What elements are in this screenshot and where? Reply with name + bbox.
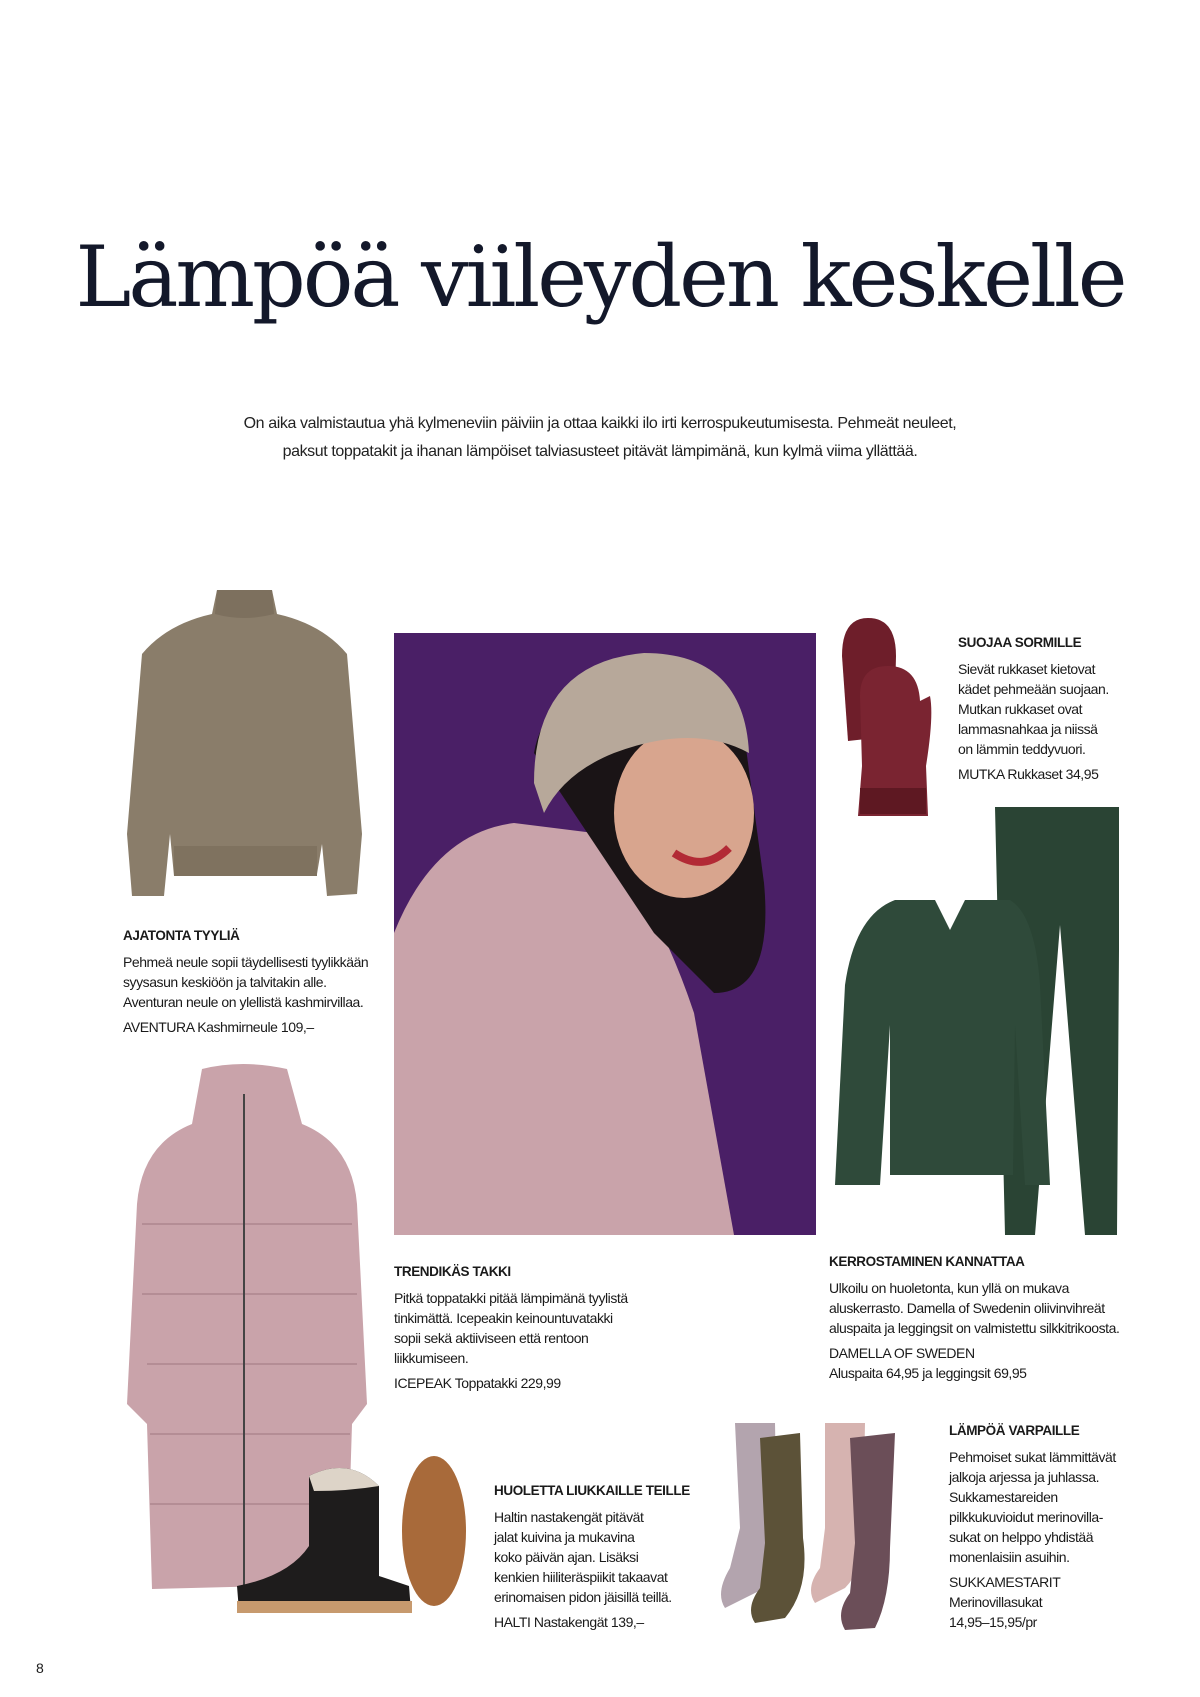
product-heading: TRENDIKÄS TAKKI [394, 1264, 511, 1279]
product-description: Sievät rukkaset kietovat kädet pehmeään suojaan. Mutkan rukkaset ovat lammasnahkaa ja niissä on lämmin teddyvuori. [958, 661, 1109, 757]
intro-line: On aika valmistautua yhä kylmeneviin päiviin ja ottaa kaikki ilo irti kerrospukeutumisesta. Pehmeät neuleet, [243, 415, 957, 432]
product-sweater [123, 926, 423, 1037]
product-price: MUTKA Rukkaset 34,95 [958, 766, 1099, 782]
product-heading: LÄMPÖÄ VARPAILLE [949, 1423, 1080, 1438]
product-description: Ulkoilu on huoletonta, kun yllä on mukava aluskerrasto. Damella of Swedenin oliivinvihreät aluspaita ja leggingsit on valmistettu silkkitrikoosta. [829, 1280, 1120, 1336]
product-coat [394, 1262, 694, 1393]
intro-line: paksut toppatakit ja ihanan lämpöiset talviasusteet pitävät lämpimänä, kun kylmä viima yllättää. [282, 443, 918, 460]
product-boots [494, 1481, 724, 1632]
product-price: DAMELLA OF SWEDEN Aluspaita 64,95 ja leggingsit 69,95 [829, 1345, 1027, 1381]
product-price: AVENTURA Kashmirneule 109,– [123, 1019, 314, 1035]
product-heading: KERROSTAMINEN KANNATTAA [829, 1254, 1025, 1269]
product-heading: AJATONTA TYYLIÄ [123, 928, 240, 943]
baselayer-image [835, 805, 1119, 1245]
product-description: Pitkä toppatakki pitää lämpimänä tyylistä tinkimättä. Icepeakin keinountuvatakki sopii sekä aktiiviseen että rentoon liikkumiseen. [394, 1290, 628, 1366]
product-price: ICEPEAK Toppatakki 229,99 [394, 1375, 561, 1391]
product-heading: HUOLETTA LIUKKAILLE TEILLE [494, 1483, 690, 1498]
product-price: HALTI Nastakengät 139,– [494, 1614, 644, 1630]
product-baselayer [829, 1252, 1169, 1383]
boots-image [229, 1456, 469, 1616]
product-price: SUKKAMESTARIT Merinovillasukat 14,95–15,95/pr [949, 1574, 1061, 1630]
product-description: Pehmeä neule sopii täydellisesti tyylikkään syysasun keskiöön ja talvitakin alle. Aventuran neule on ylellistä kashmirvillaa. [123, 954, 369, 1010]
product-description: Pehmoiset sukat lämmittävät jalkoja arjessa ja juhlassa. Sukkamestareiden pilkkukuvioidut merinovilla- sukat on helppo yhdistää monenlaisiin asuihin. [949, 1449, 1116, 1565]
socks-image [715, 1418, 925, 1633]
model-photo [394, 633, 816, 1235]
mittens-image [838, 616, 934, 818]
page-number: 8 [36, 1660, 44, 1676]
sweater-image [122, 584, 367, 902]
product-description: Haltin nastakengät pitävät jalat kuivina ja mukavina koko päivän ajan. Lisäksi kenkien hiiliteräspiikit takaavat erinomaisen pidon jäisillä teillä. [494, 1509, 672, 1605]
intro-text [150, 410, 1050, 466]
product-socks [949, 1421, 1159, 1632]
product-mittens [958, 633, 1158, 784]
product-heading: SUOJAA SORMILLE [958, 635, 1082, 650]
page-title: Lämpöä viileyden keskelle [75, 228, 1125, 326]
